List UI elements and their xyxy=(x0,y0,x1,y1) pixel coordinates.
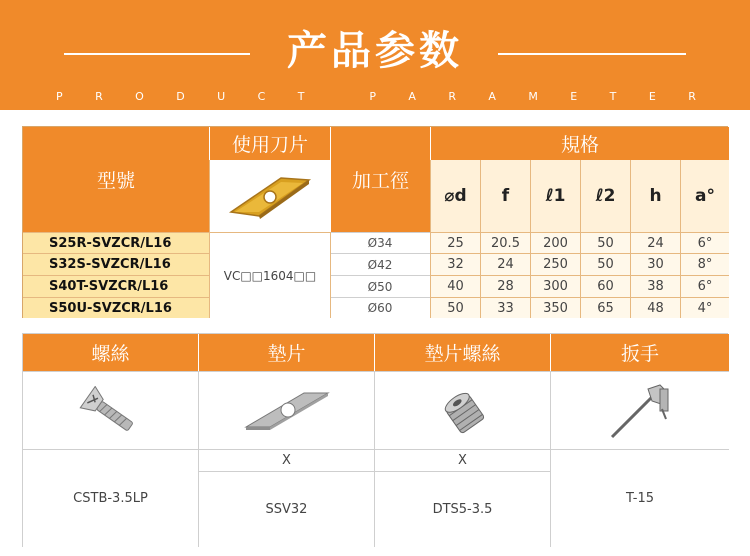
value-cell: 20.5 xyxy=(480,232,530,253)
value-cell: 24 xyxy=(630,232,680,253)
shim-code: SSV32 xyxy=(199,471,375,547)
shim-screw-header: 墊片螺絲 xyxy=(375,334,551,371)
header-banner xyxy=(0,0,750,110)
value-cell: 50 xyxy=(580,253,630,275)
value-cell: 33 xyxy=(480,297,530,318)
value-cell: 24 xyxy=(480,253,530,275)
wrench-code: T-15 xyxy=(551,449,729,547)
value-cell: 38 xyxy=(630,275,680,297)
subtitle-letter: R xyxy=(688,90,696,103)
diameter-cell: Ø50 xyxy=(330,275,430,297)
shim-screw-icon xyxy=(433,381,493,441)
wrench-image xyxy=(551,371,729,449)
spec-header: 規格 xyxy=(430,127,729,160)
model-cell: S50U-SVZCR/L16 xyxy=(23,297,209,318)
param-header-a: a° xyxy=(680,160,729,232)
value-cell: 4° xyxy=(680,297,729,318)
diameter-cell: Ø60 xyxy=(330,297,430,318)
model-cell: S40T-SVZCR/L16 xyxy=(23,275,209,297)
shim-mark: X xyxy=(199,449,375,471)
param-header-h: h xyxy=(630,160,680,232)
insert-image xyxy=(209,160,330,232)
value-cell: 65 xyxy=(580,297,630,318)
subtitle-letter: A xyxy=(408,90,416,103)
value-cell: 50 xyxy=(580,232,630,253)
subtitle-letter: R xyxy=(95,90,103,103)
subtitle-letter: E xyxy=(648,90,656,103)
blade-header: 使用刀片 xyxy=(209,127,330,160)
shim-screw-code: DTS5-3.5 xyxy=(375,471,551,547)
subtitle-letter: U xyxy=(217,90,226,103)
subtitle-letter: M xyxy=(528,90,538,103)
spec-table xyxy=(22,126,728,318)
subtitle-letter: C xyxy=(257,90,266,103)
subtitle-letter: P xyxy=(369,90,376,103)
value-cell: 48 xyxy=(630,297,680,318)
shim-icon xyxy=(242,389,332,433)
subtitle-letter: O xyxy=(135,90,144,103)
screw-icon xyxy=(76,386,146,436)
diameter-cell: Ø34 xyxy=(330,232,430,253)
value-cell: 350 xyxy=(530,297,580,318)
wrench-icon xyxy=(600,379,680,443)
value-cell: 25 xyxy=(430,232,480,253)
subtitle-letter: P xyxy=(56,90,63,103)
parts-table xyxy=(22,333,728,547)
value-cell: 6° xyxy=(680,275,729,297)
value-cell: 250 xyxy=(530,253,580,275)
value-cell: 28 xyxy=(480,275,530,297)
diameter-cell: Ø42 xyxy=(330,253,430,275)
insert-icon xyxy=(227,172,313,220)
subtitle-letter: T xyxy=(297,90,305,103)
blade-code: VC□□1604□□ xyxy=(209,232,330,318)
value-cell: 60 xyxy=(580,275,630,297)
model-cell: S25R-SVZCR/L16 xyxy=(23,232,209,253)
subtitle-letter: E xyxy=(570,90,578,103)
param-header-d: ⌀d xyxy=(430,160,480,232)
banner-subtitle xyxy=(56,90,696,103)
param-header-f: f xyxy=(480,160,530,232)
column-divider xyxy=(330,232,331,318)
shim-image xyxy=(199,371,375,449)
shim-screw-mark: X xyxy=(375,449,551,471)
value-cell: 300 xyxy=(530,275,580,297)
wrench-header: 扳手 xyxy=(551,334,729,371)
shim-screw-image xyxy=(375,371,551,449)
subtitle-letter: D xyxy=(176,90,185,103)
value-cell: 32 xyxy=(430,253,480,275)
screw-code: CSTB-3.5LP xyxy=(23,449,199,547)
model-cell: S32S-SVZCR/L16 xyxy=(23,253,209,275)
value-cell: 40 xyxy=(430,275,480,297)
value-cell: 200 xyxy=(530,232,580,253)
value-cell: 6° xyxy=(680,232,729,253)
subtitle-letter: A xyxy=(488,90,496,103)
screw-image xyxy=(23,371,199,449)
diameter-header: 加工徑 xyxy=(330,127,430,232)
model-header: 型號 xyxy=(23,127,209,232)
subtitle-letter: T xyxy=(609,90,617,103)
value-cell: 30 xyxy=(630,253,680,275)
banner-title: 产品参数 xyxy=(287,28,463,74)
param-header-l1: ℓ1 xyxy=(530,160,580,232)
value-cell: 8° xyxy=(680,253,729,275)
screw-header: 螺絲 xyxy=(23,334,199,371)
shim-header: 墊片 xyxy=(199,334,375,371)
value-cell: 50 xyxy=(430,297,480,318)
subtitle-letter: R xyxy=(448,90,456,103)
param-header-l2: ℓ2 xyxy=(580,160,630,232)
